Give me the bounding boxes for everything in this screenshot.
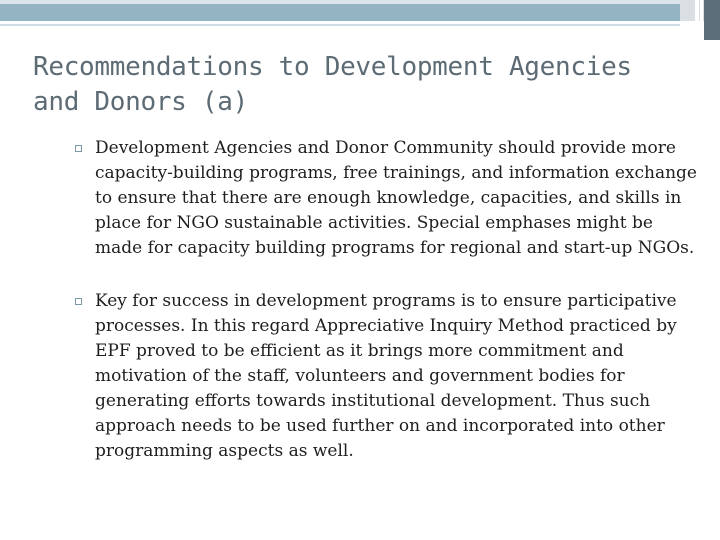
slide-title-line-1: Recommendations to Development Agencies (33, 52, 632, 82)
bullet-item (75, 289, 705, 464)
header-corner-separator (695, 0, 699, 40)
square-bullet-icon (75, 145, 82, 152)
bullet-text: Development Agencies and Donor Community should provide more capacity-building programs, free trainings, and information exchange to ensure that there are enough knowledge, capacities, and skills in place for NGO sustainable activities. Special emphases might be made for capacity building programs for regional and start-up NGOs. (95, 138, 697, 258)
header-underline (0, 24, 680, 26)
header-corner-dark (704, 0, 720, 40)
slide-title (33, 50, 693, 120)
bullet-text: Key for success in development programs is to ensure participative processes. In this regard Appreciative Inquiry Method practiced by EPF proved to be efficient as it brings more commitment and motivation of the staff, volunteers and government bodies for generating efforts towards institutional development. Thus such approach needs to be used further on and incorporated into other programming aspects as well. (95, 291, 677, 461)
slide-title-line-2: and Donors (a) (33, 87, 248, 117)
bullet-item (75, 136, 705, 261)
header-accent-bar (0, 4, 680, 21)
bullet-list (75, 136, 705, 464)
square-bullet-icon (75, 298, 82, 305)
header-corner-separator (700, 0, 703, 40)
